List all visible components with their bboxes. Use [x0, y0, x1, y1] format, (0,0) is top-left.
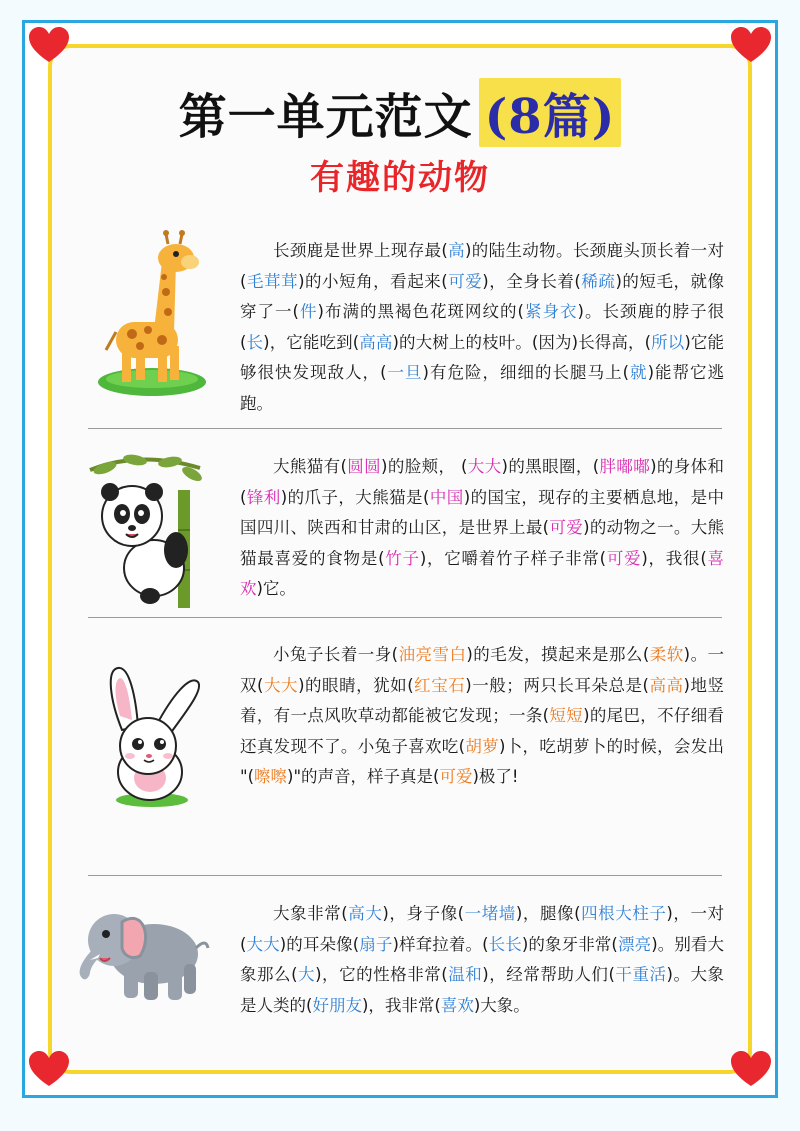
section-divider — [88, 617, 722, 618]
title-badge: (8篇) — [479, 78, 622, 147]
giraffe-icon — [92, 222, 212, 402]
text-segment: )的黑眼圈，( — [501, 457, 600, 476]
highlight-word: 毛茸茸 — [246, 271, 299, 291]
rabbit-paragraph — [240, 640, 724, 793]
highlight-word: 一旦 — [386, 363, 423, 382]
highlight-word: 大大 — [246, 934, 280, 954]
text-segment: )的耳朵像( — [279, 934, 360, 954]
highlight-word: 一堵墙 — [464, 904, 516, 923]
highlight-word: 大 — [297, 965, 316, 984]
highlight-word: 可爱 — [447, 271, 483, 291]
text-segment: )的脸颊， ( — [381, 457, 468, 476]
text-segment: )，我非常( — [361, 995, 441, 1015]
highlight-word: 胖嘟嘟 — [599, 457, 651, 476]
highlight-word: 所以 — [651, 332, 685, 352]
highlight-word: 高高 — [359, 332, 393, 352]
highlight-word: 嚓嚓 — [254, 767, 288, 786]
text-segment: 大象非常( — [273, 904, 348, 923]
section-divider — [88, 428, 722, 429]
highlight-word: 红宝石 — [413, 675, 466, 695]
text-segment: )，它能吃到( — [263, 332, 360, 352]
highlight-word: 锋利 — [246, 487, 281, 507]
highlight-word: 紧身衣 — [523, 302, 578, 321]
text-segment: 大熊猫有( — [273, 457, 347, 476]
highlight-word: 大大 — [263, 675, 299, 695]
highlight-word: 大大 — [467, 457, 502, 476]
text-segment: )的爪子，大熊猫是( — [280, 487, 430, 507]
text-segment: )，我很( — [641, 548, 707, 568]
panda-entry — [240, 452, 724, 605]
highlight-word: 油亮雪白 — [398, 645, 467, 664]
text-segment: )的眼睛，犹如( — [298, 675, 414, 695]
highlight-word: 可爱 — [549, 518, 584, 537]
highlight-word: 件 — [298, 302, 318, 321]
text-segment: )一般；两只长耳朵总是( — [465, 675, 649, 695]
text-segment: )极了! — [472, 767, 519, 786]
text-segment: )。长颈鹿的脖子很( — [240, 302, 725, 352]
heart-icon — [28, 1050, 70, 1088]
text-segment: )，它嚼着竹子样子非常( — [419, 548, 607, 568]
highlight-word: 漂亮 — [617, 934, 652, 954]
text-segment: )，一对( — [240, 904, 725, 954]
page-title — [0, 78, 800, 147]
page-subtitle: 有趣的动物 — [310, 158, 490, 198]
text-segment: )，身子像( — [382, 904, 465, 923]
text-segment: )的毛发，摸起来是那么( — [466, 645, 650, 664]
text-segment: )的大树上的枝叶。(因为)长得高，( — [392, 332, 652, 352]
text-segment: )布满的黑褐色花斑网纹的( — [317, 302, 524, 321]
highlight-word: 四根大柱子 — [580, 904, 667, 923]
text-segment: )它。 — [256, 579, 296, 598]
text-segment: )的国宝，现存的主要栖息地，是中国四川、陕西和甘肃的山区，是世界上最( — [240, 487, 725, 537]
giraffe-paragraph — [240, 236, 724, 419]
text-segment: )地竖着，有一点风吹草动都能被它发现；一条( — [240, 675, 725, 725]
text-segment: )的短毛，就像穿了一( — [240, 271, 725, 321]
elephant-paragraph — [240, 899, 724, 1021]
highlight-word: 就 — [629, 363, 648, 382]
highlight-word: 可爱 — [606, 548, 642, 568]
text-segment: )的动物之一。大熊猫最喜爱的食物是( — [240, 518, 725, 568]
elephant-entry — [240, 899, 724, 1021]
text-segment: )的尾巴，不仔细看还真发现不了。小兔子喜欢吃( — [240, 706, 725, 756]
highlight-word: 竹子 — [384, 548, 420, 568]
text-segment: )卜，吃胡萝卜的时候，会发出 "( — [240, 736, 725, 786]
text-segment: )能帮它逃跑。 — [240, 363, 725, 413]
title-main: 第一单元范文 — [178, 89, 473, 145]
rabbit-icon — [92, 660, 212, 810]
text-segment: )"的声音，样子真是( — [287, 767, 440, 786]
highlight-word: 喜欢 — [240, 548, 725, 598]
highlight-word: 圆圆 — [346, 457, 382, 476]
text-segment: )有危险，细细的长腿马上( — [422, 363, 630, 382]
text-segment: 小兔子长着一身( — [273, 645, 399, 664]
text-segment: )。大象是人类的( — [240, 965, 725, 1015]
highlight-word: 干重活 — [614, 965, 667, 984]
heart-icon — [28, 26, 70, 64]
text-segment: )它能够很快发现敌人，( — [240, 332, 725, 382]
giraffe-entry — [240, 236, 724, 419]
text-segment: )，腿像( — [515, 904, 581, 923]
text-segment: )的小短角，看起来( — [298, 271, 448, 291]
text-segment: )，它的性格非常( — [315, 965, 448, 984]
highlight-word: 短短 — [549, 706, 584, 725]
highlight-word: 扇子 — [359, 934, 393, 954]
text-segment: )。一双( — [240, 645, 725, 695]
text-segment: )的象牙非常( — [521, 934, 618, 954]
highlight-word: 长长 — [488, 934, 522, 954]
rabbit-entry — [240, 640, 724, 793]
highlight-word: 温和 — [447, 965, 483, 984]
highlight-word: 胡萝 — [465, 736, 499, 756]
highlight-word: 柔软 — [649, 645, 684, 664]
highlight-word: 好朋友 — [312, 995, 362, 1015]
text-segment: )，全身长着( — [482, 271, 581, 291]
heart-icon — [730, 1050, 772, 1088]
text-segment: )的陆生动物。长颈鹿头顶长着一对( — [240, 241, 725, 291]
highlight-word: 可爱 — [439, 767, 473, 786]
text-segment: 长颈鹿是世界上现存最( — [273, 241, 448, 260]
highlight-word: 高大 — [347, 904, 383, 923]
panda-paragraph — [240, 452, 724, 605]
highlight-word: 中国 — [429, 487, 464, 507]
highlight-word: 稀疏 — [580, 271, 616, 291]
highlight-word: 高 — [447, 241, 466, 260]
text-segment: )，经常帮助人们( — [482, 965, 615, 984]
highlight-word: 长 — [246, 332, 264, 352]
highlight-word: 喜欢 — [440, 995, 474, 1015]
text-segment: )大象。 — [473, 995, 530, 1015]
text-segment: )的身体和( — [240, 457, 725, 507]
panda-icon — [80, 450, 210, 610]
highlight-word: 高高 — [648, 675, 684, 695]
heart-icon — [730, 26, 772, 64]
text-segment: )样耷拉着。( — [392, 934, 489, 954]
text-segment: )。别看大象那么( — [240, 934, 725, 984]
section-divider — [88, 875, 722, 876]
elephant-icon — [72, 898, 212, 1008]
